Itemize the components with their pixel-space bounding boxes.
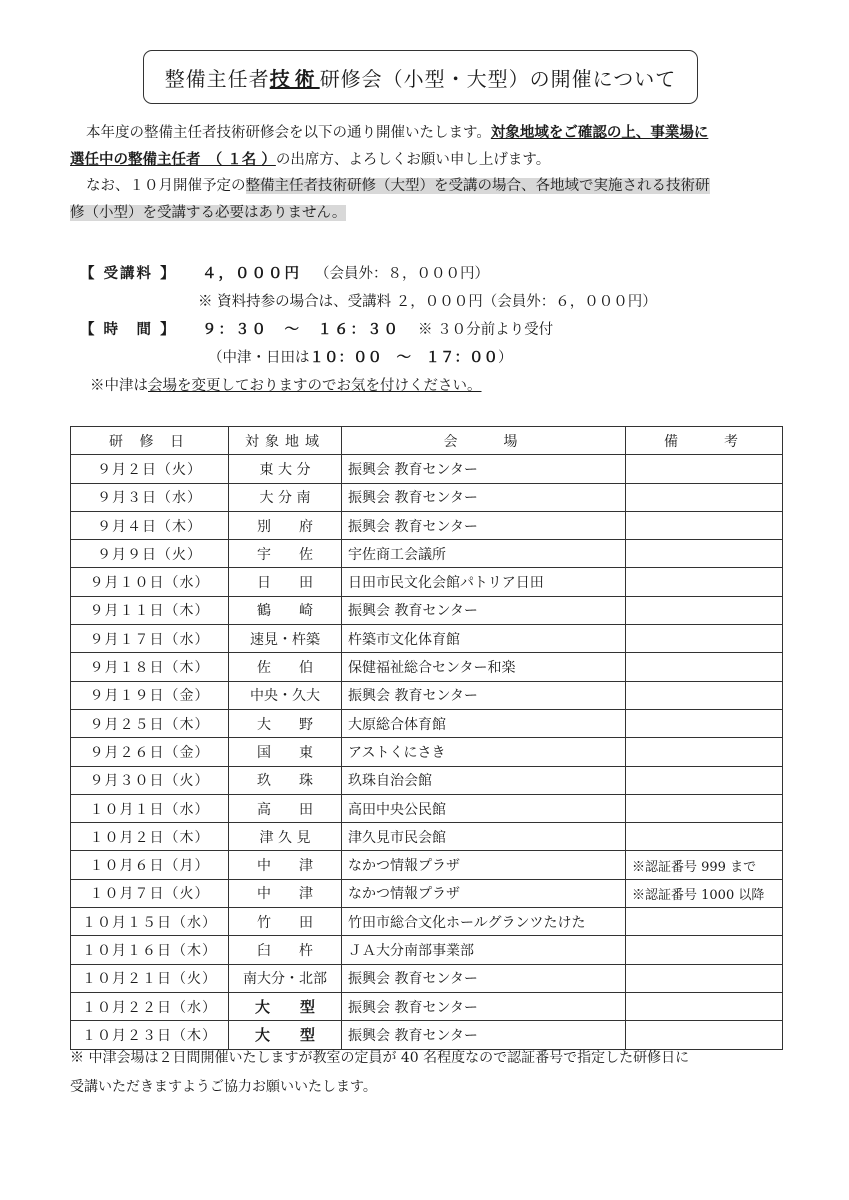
area-cell: 玖 珠 bbox=[229, 766, 342, 794]
footer-line-1: ※ 中津会場は２日間開催いたしますが教室の定員が 40 名程度なので認証番号で指定した研修日に bbox=[70, 1050, 690, 1066]
table-row bbox=[71, 596, 783, 624]
table-row bbox=[71, 936, 783, 964]
area-cell: 大 分 南 bbox=[229, 483, 342, 511]
venue-cell: なかつ情報プラザ bbox=[342, 879, 626, 907]
fee-note-row bbox=[70, 288, 810, 316]
fee-row bbox=[70, 260, 810, 288]
table-row bbox=[71, 766, 783, 794]
venue-cell: 振興会 教育センター bbox=[342, 992, 626, 1020]
fee-nonmember: （会員外：８，０００円） bbox=[315, 266, 489, 282]
intro-line-2a: 選任中の整備主任者 （ １名 ） bbox=[70, 150, 276, 168]
intro-line-4: 修（小型）を受講する必要はありません。 bbox=[70, 204, 347, 221]
time-row bbox=[70, 316, 810, 344]
venue-cell: 保健福祉総合センター和楽 bbox=[342, 653, 626, 681]
area-cell: 中 津 bbox=[229, 851, 342, 879]
date-cell: ９月４日（木） bbox=[71, 511, 229, 539]
date-cell: ９月３日（水） bbox=[71, 483, 229, 511]
venue-cell: 玖珠自治会館 bbox=[342, 766, 626, 794]
note-cell bbox=[626, 823, 783, 851]
area-cell: 日 田 bbox=[229, 568, 342, 596]
date-cell: ９月９日（火） bbox=[71, 540, 229, 568]
date-cell: １０月１５日（水） bbox=[71, 908, 229, 936]
date-cell: ９月３０日（火） bbox=[71, 766, 229, 794]
area-cell: 竹 田 bbox=[229, 908, 342, 936]
date-cell: ９月２６日（金） bbox=[71, 738, 229, 766]
intro-line-1a: 本年度の整備主任者技術研修会を以下の通り開催いたします。 bbox=[86, 125, 491, 141]
note-cell bbox=[626, 681, 783, 709]
header-note: 備 考 bbox=[626, 427, 783, 455]
note-cell bbox=[626, 455, 783, 483]
table-row bbox=[71, 992, 783, 1020]
venue-cell: なかつ情報プラザ bbox=[342, 851, 626, 879]
date-cell: １０月６日（月） bbox=[71, 851, 229, 879]
venue-cell: 日田市民文化会館パトリア日田 bbox=[342, 568, 626, 596]
title-pre: 整備主任者 bbox=[164, 66, 270, 91]
note-cell bbox=[626, 483, 783, 511]
venue-cell: 振興会 教育センター bbox=[342, 483, 626, 511]
fee-note: ※ 資料持参の場合は、受講料 ２，０００円（会員外：６，０００円） bbox=[198, 294, 657, 310]
area-cell: 大 野 bbox=[229, 709, 342, 737]
area-cell: 佐 伯 bbox=[229, 653, 342, 681]
note-cell bbox=[626, 653, 783, 681]
area-cell: 国 東 bbox=[229, 738, 342, 766]
area-cell: 大 型 bbox=[229, 1021, 342, 1049]
area-cell: 別 府 bbox=[229, 511, 342, 539]
intro-paragraph bbox=[70, 120, 790, 226]
venue-cell: 大原総合体育館 bbox=[342, 709, 626, 737]
table-row bbox=[71, 568, 783, 596]
table-row bbox=[71, 908, 783, 936]
date-cell: ９月２日（火） bbox=[71, 455, 229, 483]
venue-note: ※中津は会場を変更しておりますのでお気を付けください。 bbox=[90, 378, 482, 394]
table-row bbox=[71, 738, 783, 766]
date-cell: １０月７日（火） bbox=[71, 879, 229, 907]
title-post: 研修会（小型・大型）の開催について bbox=[319, 66, 677, 91]
area-cell: 南大分・北部 bbox=[229, 964, 342, 992]
time-label: 【 時 間 】 bbox=[80, 321, 177, 338]
area-cell: 津 久 見 bbox=[229, 823, 342, 851]
table-row bbox=[71, 794, 783, 822]
date-cell: ９月１９日（金） bbox=[71, 681, 229, 709]
time-alt-row bbox=[70, 344, 810, 372]
note-cell bbox=[626, 511, 783, 539]
venue-cell: 振興会 教育センター bbox=[342, 964, 626, 992]
footer-line-2: 受講いただきますようご協力お願いいたします。 bbox=[70, 1079, 377, 1095]
venue-cell: 津久見市民会館 bbox=[342, 823, 626, 851]
venue-cell: 高田中央公民館 bbox=[342, 794, 626, 822]
schedule-table bbox=[70, 426, 783, 1050]
footer-note bbox=[70, 1044, 800, 1102]
area-cell: 高 田 bbox=[229, 794, 342, 822]
venue-cell: 振興会 教育センター bbox=[342, 681, 626, 709]
note-cell bbox=[626, 568, 783, 596]
area-cell: 中央・久大 bbox=[229, 681, 342, 709]
table-row bbox=[71, 709, 783, 737]
intro-line-3b: 整備主任者技術研修（大型）を受講の場合、各地域で実施される技術研 bbox=[245, 178, 710, 194]
note-cell bbox=[626, 540, 783, 568]
date-cell: １０月２３日（木） bbox=[71, 1021, 229, 1049]
table-row bbox=[71, 625, 783, 653]
note-cell bbox=[626, 964, 783, 992]
area-cell: 大 型 bbox=[229, 992, 342, 1020]
note-cell: ※認証番号 999 まで bbox=[626, 851, 783, 879]
fee-label: 【 受講料 】 bbox=[80, 265, 177, 282]
area-cell: 中 津 bbox=[229, 879, 342, 907]
venue-cell: 宇佐商工会議所 bbox=[342, 540, 626, 568]
note-cell bbox=[626, 766, 783, 794]
date-cell: ９月１７日（水） bbox=[71, 625, 229, 653]
venue-cell: アストくにさき bbox=[342, 738, 626, 766]
note-cell bbox=[626, 738, 783, 766]
date-cell: １０月２日（木） bbox=[71, 823, 229, 851]
table-row bbox=[71, 681, 783, 709]
table-row bbox=[71, 455, 783, 483]
time-reception: ※ ３０分前より受付 bbox=[418, 322, 554, 338]
header-venue: 会 場 bbox=[342, 427, 626, 455]
fee-amount: ４，０００円 bbox=[202, 265, 301, 282]
venue-cell: 杵築市文化体育館 bbox=[342, 625, 626, 653]
date-cell: ９月１１日（木） bbox=[71, 596, 229, 624]
area-cell: 鶴 崎 bbox=[229, 596, 342, 624]
note-cell bbox=[626, 908, 783, 936]
table-row bbox=[71, 653, 783, 681]
time-alt: （中津・日田は１０：００ ～ １７：００） bbox=[208, 349, 513, 366]
note-cell bbox=[626, 596, 783, 624]
date-cell: ９月１０日（水） bbox=[71, 568, 229, 596]
date-cell: １０月２１日（火） bbox=[71, 964, 229, 992]
table-row bbox=[71, 851, 783, 879]
area-cell: 宇 佐 bbox=[229, 540, 342, 568]
note-cell bbox=[626, 992, 783, 1020]
note-cell bbox=[626, 794, 783, 822]
table-row bbox=[71, 540, 783, 568]
intro-line-1b: 対象地域をご確認の上、事業場に bbox=[490, 124, 709, 141]
table-row bbox=[71, 879, 783, 907]
date-cell: ９月１８日（木） bbox=[71, 653, 229, 681]
venue-cell: 振興会 教育センター bbox=[342, 1021, 626, 1049]
note-cell bbox=[626, 936, 783, 964]
venue-cell: ＪＡ大分南部事業部 bbox=[342, 936, 626, 964]
table-row bbox=[71, 483, 783, 511]
date-cell: １０月２２日（水） bbox=[71, 992, 229, 1020]
note-cell bbox=[626, 625, 783, 653]
intro-line-3a: なお、１０月開催予定の bbox=[86, 178, 246, 194]
area-cell: 速見・杵築 bbox=[229, 625, 342, 653]
venue-note-row bbox=[70, 372, 810, 400]
venue-cell: 振興会 教育センター bbox=[342, 455, 626, 483]
document-title bbox=[143, 50, 698, 104]
table-row bbox=[71, 964, 783, 992]
date-cell: ９月２５日（木） bbox=[71, 709, 229, 737]
info-block bbox=[70, 260, 810, 400]
note-cell bbox=[626, 709, 783, 737]
intro-line-2b: の出席方、よろしくお願い申し上げます。 bbox=[275, 151, 551, 168]
note-cell: ※認証番号 1000 以降 bbox=[626, 879, 783, 907]
date-cell: １０月１６日（木） bbox=[71, 936, 229, 964]
table-row bbox=[71, 823, 783, 851]
table-row bbox=[71, 511, 783, 539]
venue-cell: 振興会 教育センター bbox=[342, 511, 626, 539]
area-cell: 東 大 分 bbox=[229, 455, 342, 483]
date-cell: １０月１日（水） bbox=[71, 794, 229, 822]
venue-cell: 振興会 教育センター bbox=[342, 596, 626, 624]
header-area: 対象地域 bbox=[229, 427, 342, 455]
table-header-row bbox=[71, 427, 783, 455]
header-date: 研 修 日 bbox=[71, 427, 229, 455]
time-range: ９：３０ ～ １６：３０ bbox=[202, 321, 400, 338]
venue-cell: 竹田市総合文化ホールグランツたけた bbox=[342, 908, 626, 936]
area-cell: 臼 杵 bbox=[229, 936, 342, 964]
title-bold: 技術 bbox=[269, 66, 320, 91]
